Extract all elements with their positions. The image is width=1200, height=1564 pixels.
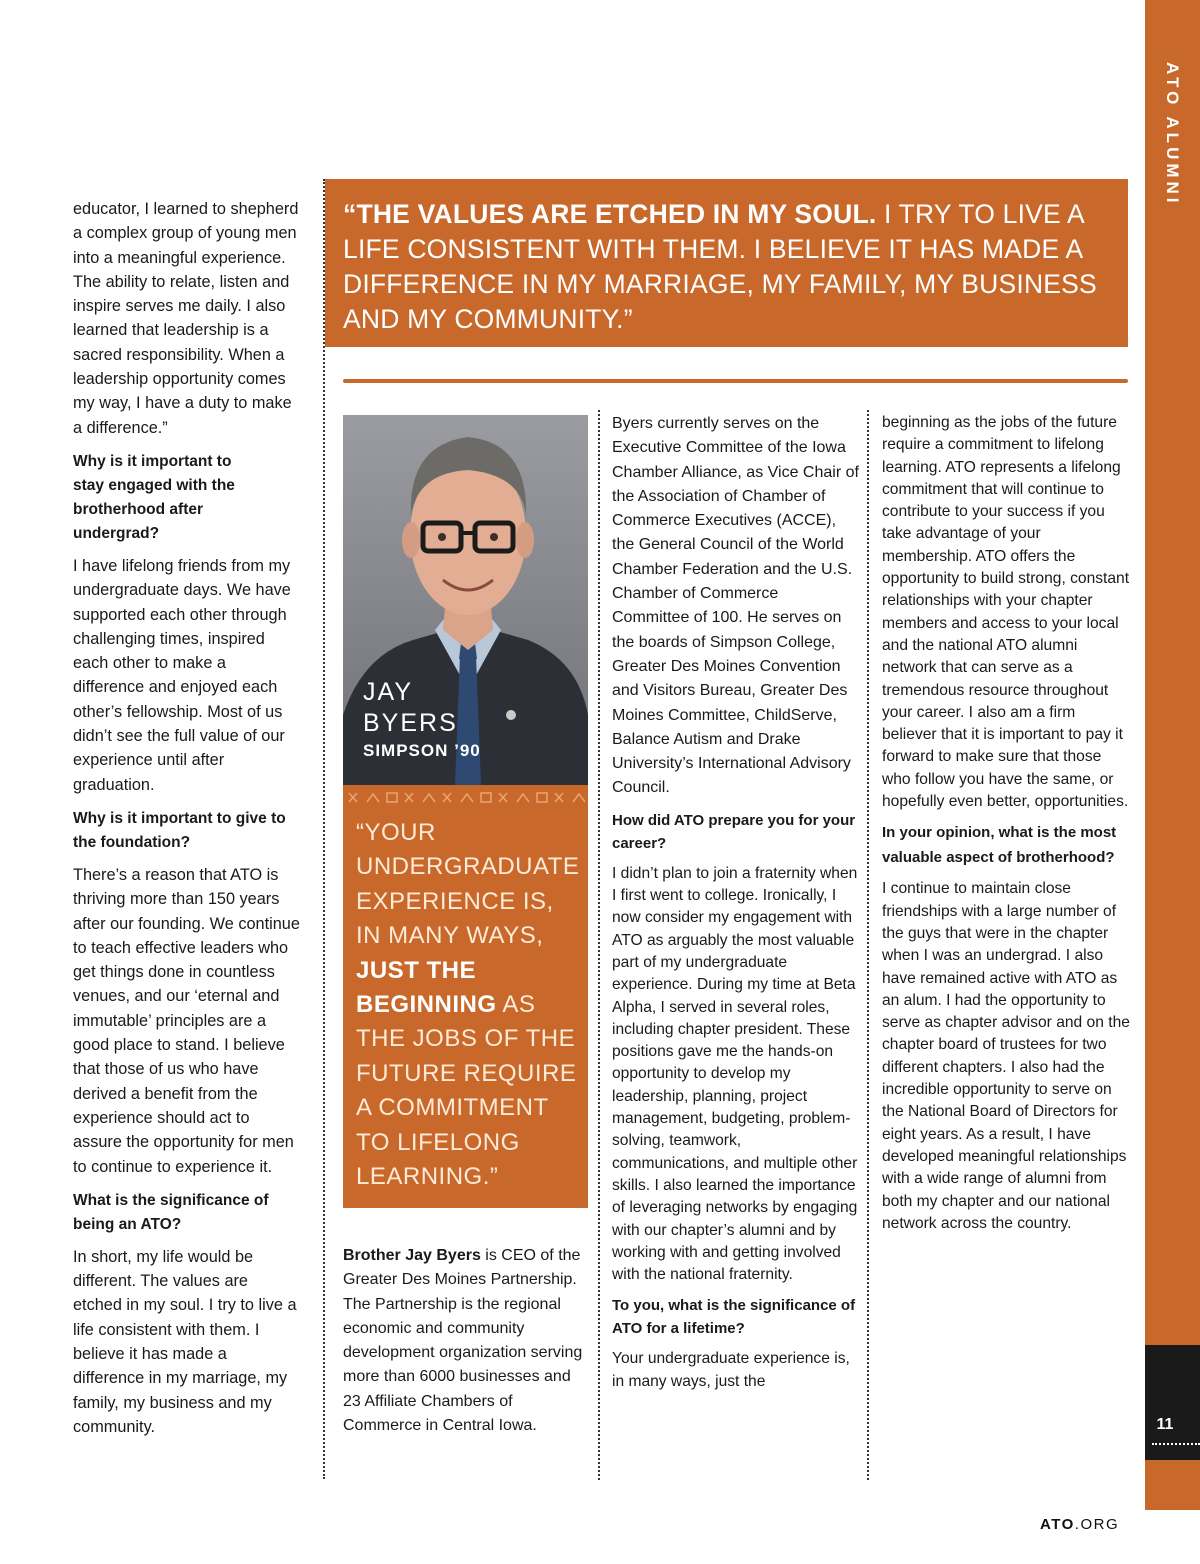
col1-paragraph-1: educator, I learned to shepherd a complex group of young men into a meaningful experience. The ability to relate, listen and inspire serves me daily. I also learned that leadership is a sacred responsibility. When a leadership opportunity comes my way, I have a duty to make a difference.” xyxy=(73,200,299,437)
pull-quote-banner xyxy=(325,179,1128,347)
footer-suffix: .ORG xyxy=(1074,1516,1120,1533)
bio-block xyxy=(343,1244,591,1446)
col4-question-1: In your opinion, what is the most valuable aspect of brotherhood? xyxy=(882,824,1117,866)
footer-website[interactable] xyxy=(1040,1516,1119,1533)
col1-paragraph-3: There’s a reason that ATO is thriving more than 150 years after our founding. We continue to teach effective leaders who get things done in countless venues, and our ‘eternal and immutable’ principles are a good place to stand. I believe that those of us who have derived a benefit from the experience should act to assure the opportunity for men to continue to experience it. xyxy=(73,865,300,1176)
bio-text: is CEO of the Greater Des Moines Partnership. The Partnership is the regional economic and community development organization serving more than 6000 businesses and 23 Affiliate Chambers of Commerce in Central Iowa. xyxy=(343,1247,583,1435)
column-4 xyxy=(882,412,1130,1243)
col1-question-3: What is the significance of being an ATO? xyxy=(73,1191,269,1233)
col4-paragraph-2: I continue to maintain close friendships with a large number of the guys that were in the chapter when I was an undergrad. I also have remained active with ATO as an alum. I had the opportunity to serve as chapter advisor and on the chapter board of trustees for two different chapters. I also had the incredible opportunity to serve on the National Board of Directors for eight years. As a result, I have developed meaningful relationships with a wide range of alumni from both my chapter and our national network across the country. xyxy=(882,880,1130,1232)
side-quote-text xyxy=(356,816,584,1194)
col3-paragraph-1: Byers currently serves on the Executive Committee of the Iowa Chamber Alliance, as Vice Chair of the Association of Chamber of Commerce Executives (ACCE), the General Council of the World Chamber Federation and the U.S. Chamber of Commerce Committee of 100. He serves on the boards of Simpson College, Greater Des Moines Convention and Visitors Bureau, Greater Des Moines Committee, ChildServe, Balance Autism and Drake University’s International Advisory Council. xyxy=(612,415,859,797)
bio-name: Brother Jay Byers xyxy=(343,1247,481,1264)
column-1 xyxy=(73,197,301,1449)
col3-question-2: To you, what is the significance of ATO for a lifetime? xyxy=(612,1297,856,1338)
column-3 xyxy=(612,412,860,1401)
page-number-divider xyxy=(1152,1443,1200,1445)
pull-quote-rest: I TRY TO LIVE A LIFE CONSISTENT WITH THEM. I BELIEVE IT HAS MADE A DIFFERENCE IN MY MARRIAGE, MY FAMILY, MY BUSINESS AND MY COMMUNITY.” xyxy=(343,199,1097,334)
col3-paragraph-3: Your undergraduate experience is, in many ways, just the xyxy=(612,1350,850,1390)
pull-quote-bold: “THE VALUES ARE ETCHED IN MY SOUL. xyxy=(343,199,877,229)
tribal-pattern-icon xyxy=(343,785,588,810)
col3-question-1: How did ATO prepare you for your career? xyxy=(612,811,856,852)
profile-last-name: BYERS xyxy=(363,709,458,737)
section-label: ATO ALUMNI xyxy=(1163,62,1182,207)
side-pull-quote xyxy=(343,810,588,1208)
side-quote-close: AS THE JOBS OF THE FUTURE REQUIRE A COMMITMENT TO LIFELONG LEARNING.” xyxy=(356,991,577,1191)
col4-paragraph-1: beginning as the jobs of the future require a commitment to lifelong learning. ATO represents a lifelong commitment that will continue to contribute to your success if you take advantage of your membership. ATO offers the opportunity to build strong, constant relationships with your chapter members and access to your local and the national ATO alumni network that can serve as a tremendous resource throughout your career. I also am a firm believer that it is important to pay it forward to make sure that those who follow you have the same, or hopefully even better, opportunities. xyxy=(882,414,1130,811)
profile-class-year: SIMPSON ’90 xyxy=(363,741,481,760)
section-divider xyxy=(343,379,1128,383)
bio-paragraph xyxy=(343,1244,591,1438)
column-rule-2 xyxy=(598,410,600,1480)
profile-first-name: JAY xyxy=(363,678,413,706)
col1-paragraph-4: In short, my life would be different. The values are etched in my soul. I try to live a life consistent with them. I believe it has made a difference in my marriage, my family, my business and my community. xyxy=(73,1247,297,1436)
side-quote-open: “YOUR UNDERGRADUATE EXPERIENCE IS, IN MANY WAYS, xyxy=(356,819,580,950)
col1-paragraph-2: I have lifelong friends from my undergraduate days. We have supported each other through challenging times, inspired each other to make a difference and enjoyed each other’s fellowship. Most of us didn’t see the full value of our experience until after graduation. xyxy=(73,556,291,794)
page-number: 11 xyxy=(1156,1416,1174,1433)
pull-quote-text xyxy=(343,197,1113,337)
footer-brand: ATO xyxy=(1040,1516,1075,1533)
decorative-pattern-strip xyxy=(343,785,588,810)
section-sidebar xyxy=(1145,0,1200,1510)
col1-question-2: Why is it important to give to the foundation? xyxy=(73,809,286,851)
col1-question-1: Why is it important to stay engaged with the brotherhood after undergrad? xyxy=(73,452,235,542)
column-rule-3 xyxy=(867,410,869,1480)
column-rule-1 xyxy=(323,179,325,1479)
col3-paragraph-2: I didn’t plan to join a fraternity when I first went to college. Ironically, I now consider my engagement with ATO as arguably the most valuable part of my undergraduate experience. During my time at Beta Alpha, I served in several roles, including chapter president. These positions gave me the hands-on opportunity to develop my leadership, planning, project management, budgeting, problem-solving, teamwork, communications, and multiple other skills. I also learned the importance of leveraging networks by engaging with our chapter’s alumni and by working with and getting involved with the national fraternity. xyxy=(612,864,858,1284)
side-quote-bold: JUST THE BEGINNING xyxy=(356,956,497,1019)
